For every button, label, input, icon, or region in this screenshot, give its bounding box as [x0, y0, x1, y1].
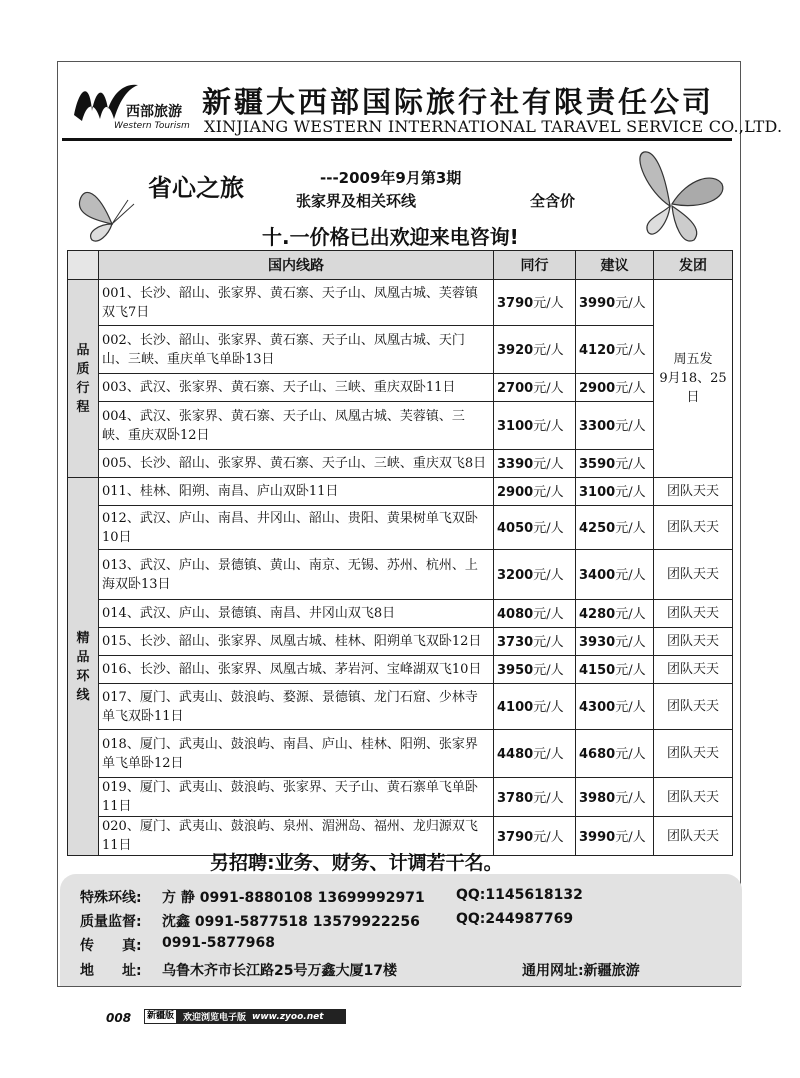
price-unit: 元/人 [615, 790, 646, 806]
price-value: 4480 [497, 747, 534, 762]
price-value: 4100 [497, 700, 534, 715]
price-value: 3790 [497, 829, 534, 845]
route-cell: 014、武汉、庐山、景德镇、南昌、井冈山双飞8日 [99, 600, 494, 628]
price-value: 3200 [497, 568, 534, 583]
address-label: 地 址: [80, 963, 142, 979]
promo-call-to-action: 十.一价格已出欢迎来电咨询! [262, 225, 519, 249]
price-unit: 元/人 [615, 700, 646, 715]
butterfly-left-icon [78, 180, 144, 242]
price-value: 4680 [579, 747, 616, 762]
peer-price-cell [494, 550, 576, 600]
table-row [68, 374, 733, 402]
price-value: 3100 [497, 419, 534, 434]
table-header-row [68, 251, 733, 280]
tour-price-table [67, 250, 733, 856]
header-peer-price: 同行 [494, 251, 576, 280]
header-departure: 发团 [654, 251, 733, 280]
table-row [68, 450, 733, 478]
price-unit: 元/人 [533, 635, 564, 650]
price-unit: 元/人 [615, 343, 646, 358]
logo-en-text: Western Tourism [114, 121, 190, 131]
header-suggest-price: 建议 [576, 251, 654, 280]
recruitment-notice: 另招聘:业务、财务、计调若干名。 [210, 852, 503, 874]
price-unit: 元/人 [615, 419, 646, 434]
quality-qq: QQ:244987769 [456, 911, 574, 927]
price-unit: 元/人 [533, 790, 564, 806]
departure-cell: 团队天天 [654, 817, 733, 856]
page-number: 008 [106, 1011, 132, 1025]
price-unit: 元/人 [533, 607, 564, 622]
peer-price-cell [494, 656, 576, 684]
footer-site[interactable]: www.zyoo.net [252, 1011, 324, 1022]
price-unit: 元/人 [615, 457, 646, 472]
price-value: 3300 [579, 419, 616, 434]
company-name-cn: 新疆大西部国际旅行社有限责任公司 [202, 85, 715, 119]
price-unit: 元/人 [615, 381, 646, 396]
table-row [68, 730, 733, 778]
price-unit: 元/人 [533, 485, 564, 500]
promo-issue: ---2009年9月第3期 [320, 169, 462, 187]
header-corner [68, 251, 99, 280]
table-row [68, 550, 733, 600]
price-value: 4300 [579, 700, 616, 715]
price-value: 4280 [579, 607, 616, 622]
price-unit: 元/人 [533, 700, 564, 715]
price-unit: 元/人 [615, 747, 646, 762]
route-cell: 013、武汉、庐山、景德镇、黄山、南京、无锡、苏州、杭州、上海双卧13日 [99, 550, 494, 600]
suggest-price-cell [576, 628, 654, 656]
table-row [68, 778, 733, 817]
price-unit: 元/人 [533, 343, 564, 358]
price-unit: 元/人 [615, 296, 646, 311]
price-value: 3390 [497, 457, 534, 472]
suggest-price-cell [576, 402, 654, 450]
price-unit: 元/人 [615, 485, 646, 500]
price-unit: 元/人 [615, 663, 646, 678]
peer-price-cell [494, 280, 576, 326]
price-unit: 元/人 [533, 419, 564, 434]
departure-cell: 团队天天 [654, 478, 733, 506]
price-unit: 元/人 [533, 829, 564, 845]
suggest-price-cell [576, 506, 654, 550]
footer-badge [144, 1009, 346, 1024]
butterfly-right-icon [618, 148, 728, 248]
price-value: 4050 [497, 521, 534, 536]
peer-price-cell [494, 374, 576, 402]
price-unit: 元/人 [615, 521, 646, 536]
price-value: 3990 [579, 829, 616, 845]
fax-number: 0991-5877968 [162, 935, 275, 951]
peer-price-cell [494, 730, 576, 778]
price-unit: 元/人 [533, 521, 564, 536]
header-route: 国内线路 [99, 251, 494, 280]
price-unit: 元/人 [615, 568, 646, 583]
suggest-price-cell [576, 450, 654, 478]
table-row [68, 656, 733, 684]
route-cell: 019、厦门、武夷山、鼓浪屿、张家界、天子山、黄石寨单飞单卧11日 [99, 778, 494, 817]
price-value: 3400 [579, 568, 616, 583]
route-cell: 002、长沙、韶山、张家界、黄石寨、天子山、凤凰古城、天门山、三峡、重庆单飞单卧13日 [99, 326, 494, 374]
price-value: 3950 [497, 663, 534, 678]
price-unit: 元/人 [533, 296, 564, 311]
special-route-contact: 方 静 0991-8880108 13699992971 [162, 890, 425, 906]
special-route-qq: QQ:1145618132 [456, 887, 583, 903]
section-label-boutique: 精 品 环 线 [68, 478, 99, 856]
price-unit: 元/人 [615, 635, 646, 650]
promo-route: 张家界及相关环线 [296, 192, 417, 210]
quality-label: 质量监督: [80, 914, 142, 930]
peer-price-cell [494, 628, 576, 656]
route-cell: 001、长沙、韶山、张家界、黄石寨、天子山、凤凰古城、芙蓉镇双飞7日 [99, 280, 494, 326]
suggest-price-cell [576, 684, 654, 730]
price-unit: 元/人 [533, 747, 564, 762]
price-value: 3790 [497, 296, 534, 311]
section-label-quality: 品 质 行 程 [68, 280, 99, 478]
logo-cn-text: 西部旅游 [126, 104, 182, 120]
suggest-price-cell [576, 817, 654, 856]
departure-cell: 团队天天 [654, 506, 733, 550]
footer-tagline: 欢迎浏览电子版 [183, 1013, 247, 1023]
fax-label: 传 真: [80, 938, 142, 954]
suggest-price-cell [576, 778, 654, 817]
price-value: 3930 [579, 635, 616, 650]
price-unit: 元/人 [533, 663, 564, 678]
suggest-price-cell [576, 478, 654, 506]
price-value: 4250 [579, 521, 616, 536]
promo-title: 省心之旅 [148, 174, 244, 202]
table-row [68, 478, 733, 506]
suggest-price-cell [576, 600, 654, 628]
price-value: 3990 [579, 296, 616, 311]
address-value: 乌鲁木齐市长江路25号万鑫大厦17楼 [162, 963, 397, 979]
table-row [68, 600, 733, 628]
departure-cell: 团队天天 [654, 600, 733, 628]
route-cell: 005、长沙、韶山、张家界、黄石寨、天子山、三峡、重庆双飞8日 [99, 450, 494, 478]
departure-cell: 团队天天 [654, 684, 733, 730]
price-value: 3590 [579, 457, 616, 472]
price-unit: 元/人 [615, 829, 646, 845]
special-route-label: 特殊环线: [80, 890, 142, 906]
route-cell: 016、长沙、韶山、张家界、凤凰古城、茅岩河、宝峰湖双飞10日 [99, 656, 494, 684]
edition-label: 新疆版 [144, 1009, 177, 1024]
price-value: 3780 [497, 790, 534, 806]
route-cell: 011、桂林、阳朔、南昌、庐山双卧11日 [99, 478, 494, 506]
web-keyword: 通用网址:新疆旅游 [522, 963, 640, 979]
price-value: 4080 [497, 607, 534, 622]
table-row [68, 280, 733, 326]
quality-contact: 沈鑫 0991-5877518 13579922256 [162, 914, 420, 930]
departure-cell: 团队天天 [654, 730, 733, 778]
peer-price-cell [494, 600, 576, 628]
promo-price-note: 全含价 [530, 192, 576, 210]
table-row [68, 402, 733, 450]
peer-price-cell [494, 778, 576, 817]
route-cell: 015、长沙、韶山、张家界、凤凰古城、桂林、阳朔单飞双卧12日 [99, 628, 494, 656]
suggest-price-cell [576, 280, 654, 326]
departure-cell: 团队天天 [654, 778, 733, 817]
route-cell: 003、武汉、张家界、黄石寨、天子山、三峡、重庆双卧11日 [99, 374, 494, 402]
price-unit: 元/人 [533, 457, 564, 472]
company-logo [70, 75, 200, 137]
departure-cell: 团队天天 [654, 550, 733, 600]
departure-cell: 团队天天 [654, 628, 733, 656]
company-name-en: XINJIANG WESTERN INTERNATIONAL TARAVEL SERVICE CO.,LTD. [204, 117, 783, 136]
table-row [68, 326, 733, 374]
peer-price-cell [494, 817, 576, 856]
header-divider [62, 138, 732, 141]
price-value: 3100 [579, 485, 616, 500]
departure-cell: 周五发 9月18、25日 [654, 280, 733, 478]
route-cell: 020、厦门、武夷山、鼓浪屿、泉州、湄洲岛、福州、龙归源双飞11日 [99, 817, 494, 856]
price-value: 2700 [497, 381, 534, 396]
route-cell: 018、厦门、武夷山、鼓浪屿、南昌、庐山、桂林、阳朔、张家界单飞单卧12日 [99, 730, 494, 778]
departure-cell: 团队天天 [654, 656, 733, 684]
table-row [68, 684, 733, 730]
peer-price-cell [494, 450, 576, 478]
price-value: 3980 [579, 790, 616, 806]
suggest-price-cell [576, 730, 654, 778]
price-value: 3730 [497, 635, 534, 650]
peer-price-cell [494, 684, 576, 730]
price-value: 3920 [497, 343, 534, 358]
price-unit: 元/人 [533, 568, 564, 583]
price-value: 2900 [579, 381, 616, 396]
table-row [68, 628, 733, 656]
route-cell: 017、厦门、武夷山、鼓浪屿、婺源、景德镇、龙门石窟、少林寺单飞双卧11日 [99, 684, 494, 730]
peer-price-cell [494, 326, 576, 374]
peer-price-cell [494, 478, 576, 506]
suggest-price-cell [576, 550, 654, 600]
suggest-price-cell [576, 326, 654, 374]
price-value: 4120 [579, 343, 616, 358]
peer-price-cell [494, 506, 576, 550]
suggest-price-cell [576, 374, 654, 402]
route-cell: 004、武汉、张家界、黄石寨、天子山、凤凰古城、芙蓉镇、三峡、重庆双卧12日 [99, 402, 494, 450]
price-value: 2900 [497, 485, 534, 500]
price-value: 4150 [579, 663, 616, 678]
price-unit: 元/人 [533, 381, 564, 396]
peer-price-cell [494, 402, 576, 450]
suggest-price-cell [576, 656, 654, 684]
route-cell: 012、武汉、庐山、南昌、井冈山、韶山、贵阳、黄果树单飞双卧10日 [99, 506, 494, 550]
table-row [68, 506, 733, 550]
price-unit: 元/人 [615, 607, 646, 622]
